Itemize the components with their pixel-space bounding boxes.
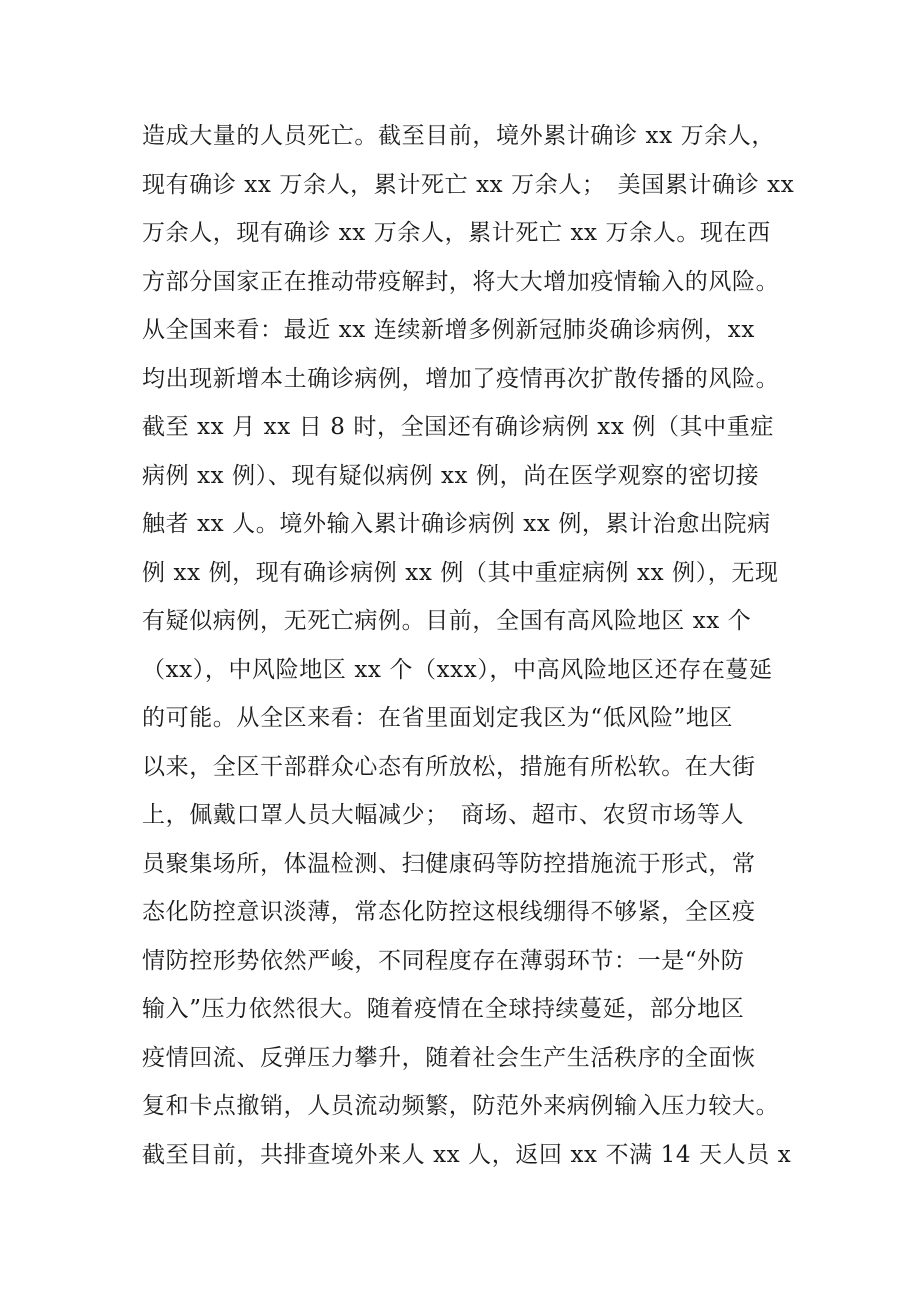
text-line: 上，佩戴口罩人员大幅减少； 商场、超市、农贸市场等人 (142, 802, 745, 828)
text-line: （xx），中风险地区 xx 个（xxx），中高风险地区还存在蔓延 (142, 656, 773, 683)
text-line: 有疑似病例，无死亡病例。目前，全国有高风险地区 xx 个 (142, 608, 752, 634)
text-line: 截至 xx 月 xx 日 8 时，全国还有确诊病例 xx 例（其中重症 (142, 414, 774, 440)
text-line: 从全国来看：最近 xx 连续新增多例新冠肺炎确诊病例，xx (142, 317, 755, 343)
text-line: 万余人，现有确诊 xx 万余人，累计死亡 xx 万余人。现在西 (142, 220, 771, 246)
text-line: 例 xx 例，现有确诊病例 xx 例（其中重症病例 xx 例），无现 (142, 559, 779, 586)
text-line: 现有确诊 xx 万余人，累计死亡 xx 万余人； 美国累计确诊 xx (142, 171, 795, 198)
text-line: 复和卡点撤销，人员流动频繁，防范外来病例输入压力较大。 (142, 1093, 780, 1119)
text-line: 方部分国家正在推动带疫解封，将大大增加疫情输入的风险。 (142, 268, 780, 295)
text-line: 触者 xx 人。境外输入累计确诊病例 xx 例，累计治愈出院病 (142, 511, 771, 537)
body-text (142, 112, 802, 1179)
text-line: 截至目前，共排查境外来人 xx 人，返回 xx 不满 14 天人员 x (142, 1141, 792, 1168)
text-line: 员聚集场所，体温检测、扫健康码等防控措施流于形式，常 (142, 850, 756, 877)
text-line: 情防控形势依然严峻，不同程度存在薄弱环节：一是“外防 (142, 947, 745, 974)
text-line: 造成大量的人员死亡。截至目前，境外累计确诊 xx 万余人， (142, 123, 775, 149)
text-line: 病例 xx 例）、现有疑似病例 xx 例，尚在医学观察的密切接 (142, 462, 760, 489)
text-line: 疫情回流、反弹压力攀升，随着社会生产生活秩序的全面恢 (142, 1044, 756, 1071)
text-line: 态化防控意识淡薄，常态化防控这根线绷得不够紧，全区疫 (142, 899, 756, 925)
text-line: 均出现新增本土确诊病例，增加了疫情再次扩散传播的风险。 (142, 365, 780, 392)
text-line: 输入”压力依然很大。随着疫情在全球持续蔓延，部分地区 (142, 996, 745, 1022)
text-line: 以来，全区干部群众心态有所放松，措施有所松软。在大街 (142, 753, 756, 780)
text-line: 的可能。从全区来看：在省里面划定我区为“低风险”地区 (142, 705, 734, 731)
